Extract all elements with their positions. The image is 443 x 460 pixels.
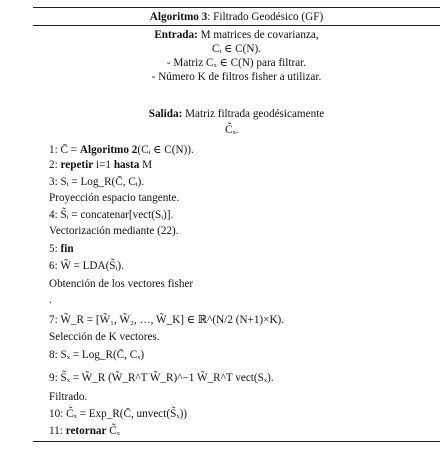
step-8-text: Sₓ = Log_R(C̄, Cₓ) [60,349,145,361]
input-label: Entrada: [154,29,198,41]
step-11-num: 11: [49,425,63,437]
step-3-text: Sᵢ = Log_R(C̄, Cᵢ). [60,176,145,188]
step-8-num: 8: [49,349,58,361]
step-5-bold: fin [60,243,74,255]
step-1-bold: Algoritmo 2 [79,144,138,156]
step-1-num: 1: [49,144,58,156]
top-rule [33,7,440,8]
step-9-num: 9: [49,372,58,384]
step-2-bold: repetir [60,159,94,171]
bottom-rule [33,441,440,442]
algorithm-title [33,10,440,24]
step-11-tail: C̃ₓ [106,425,120,437]
input-text-1: M matrices de covarianza, [200,29,319,41]
step-2-tail: M [139,159,153,171]
step-8 [49,348,144,362]
input-line-3 [33,56,440,70]
step-9-note [49,390,87,404]
step-6-dot-text: . [49,294,52,306]
step-4 [49,208,173,222]
output-line-2 [225,123,239,137]
step-6-text: W̃ = LDA(S̃ᵢ). [60,260,124,272]
step-6-dot [49,293,52,307]
step-4-text: S̃ᵢ = concatenar[vect(Sᵢ)]. [60,209,174,221]
step-4-note-text: Vectorización mediante (22). [49,225,179,237]
step-7-note [49,330,160,344]
step-2-bold-2: hasta [113,159,140,171]
step-4-num: 4: [49,209,58,221]
step-6-num: 6: [49,260,58,272]
input-text-4: - Número K de filtros fisher a utilizar. [151,71,322,83]
algorithm-title-rest: : Filtrado Geodésico (GF) [207,11,324,23]
output-text-2: C̃ₓ. [225,124,239,136]
step-10-num: 10: [49,408,64,420]
step-4-note [49,224,179,238]
step-9-note-text: Filtrado. [49,391,88,403]
output-label: Salida: [148,108,183,120]
output-text-1: Matriz filtrada geodésicamente [185,108,325,120]
step-6-note-text: Obtención de los vectores fisher [49,278,194,290]
step-7 [49,313,284,327]
step-1-text: C̄ = [60,144,80,156]
step-6 [49,259,124,273]
step-5 [49,242,74,256]
step-10 [49,407,187,421]
step-7-num: 7: [49,314,58,326]
step-2 [49,158,152,172]
step-10-text: C̃ₓ = Exp_R(C̄, unvect(S̃ₓ)) [66,408,188,420]
output-line-1 [33,107,440,121]
step-11-bold: retornar [65,425,107,437]
step-7-text: W̃_R = [W̃₁, W̃₂, …, W̃_K] ∈ ℝ^(N/2 (N+1)×K). [60,314,285,326]
step-3-note [49,191,179,205]
input-line-2 [33,42,440,56]
step-2-text: i=1 [93,159,114,171]
step-6-note [49,277,193,291]
step-5-num: 5: [49,243,58,255]
step-11 [49,424,120,438]
step-3 [49,175,144,189]
title-rule [33,25,440,26]
step-3-note-text: Proyección espacio tangente. [49,192,180,204]
step-9 [49,371,274,385]
step-2-num: 2: [49,159,58,171]
step-7-note-text: Selección de K vectores. [49,331,160,343]
step-1 [49,143,194,157]
input-line-1 [33,28,440,42]
step-9-text: S̃ₓ = W̃_R (W̃_R^T W̃_R)^−1 W̃_R^T vect(Sₓ). [60,372,274,384]
input-text-3: - Matriz Cₓ ∈ C(N) para filtrar. [166,57,307,69]
algorithm-title-prefix: Algoritmo 3 [149,11,208,23]
step-1-tail: (Cᵢ ∈ C(N)). [137,144,194,156]
input-text-2: Cᵢ ∈ C(N). [212,43,261,55]
step-3-num: 3: [49,176,58,188]
input-line-4 [33,70,440,84]
